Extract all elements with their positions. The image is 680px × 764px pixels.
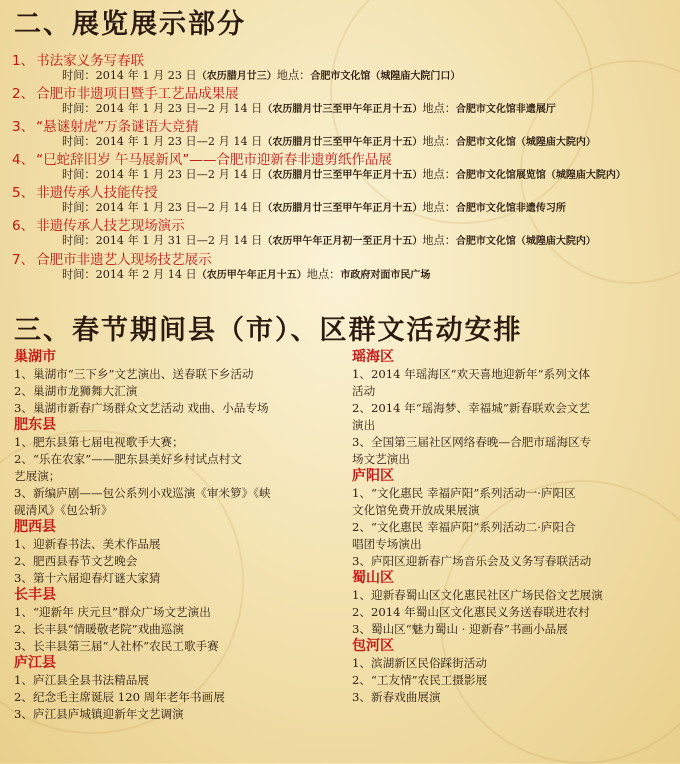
- event-location: 合肥市文化馆展览馆: [455, 170, 546, 181]
- event-location: 合肥市文化馆: [455, 236, 516, 247]
- event-number: 7、: [12, 252, 35, 268]
- event-date: 2014 年 1 月 23 日—2 月 14 日: [95, 168, 263, 181]
- event-detail: [62, 100, 556, 116]
- event-title: [12, 115, 199, 135]
- activity-item: 3、庐阳区迎新春广场音乐会及义务写春联活动: [352, 554, 592, 568]
- event-location-note: （城隍庙大院内）: [545, 170, 626, 181]
- event-location-note: （城隍庙大院内）: [515, 137, 596, 148]
- event-location: 市政府对面市民广场: [340, 270, 431, 281]
- event-title-text: 书法家义务写春联: [36, 53, 145, 69]
- activity-item: 1、“文化惠民 幸福庐阳”系列活动一·庐阳区 文化馆免费开放成果展演: [352, 486, 576, 517]
- event-number: 6、: [12, 218, 35, 234]
- event-lunar-date: （农历腊月廿三至甲午年正月十五）: [262, 137, 423, 148]
- event-time-label: 时间：: [62, 102, 96, 115]
- event-time-label: 时间：: [62, 69, 96, 82]
- event-detail: [62, 266, 430, 282]
- district-name: 长丰县: [14, 587, 56, 603]
- activity-item: 2、2014 年蜀山区文化惠民义务送春联进农村: [352, 605, 590, 619]
- activity-item: 2、“工友情”农民工摄影展: [352, 673, 488, 687]
- activity-item: 1、2014 年瑶海区“欢天喜地迎新年”系列文体 活动: [352, 367, 590, 398]
- district-name: 肥西县: [14, 519, 56, 535]
- activity-item: 1、肥东县第七届电视歌手大赛；: [14, 435, 184, 449]
- event-number: 4、: [12, 152, 35, 168]
- district-name: 肥东县: [14, 417, 56, 433]
- event-time-label: 时间：: [62, 201, 96, 214]
- event-title: [12, 214, 185, 234]
- event-detail: [62, 232, 596, 248]
- activity-item: 1、滨湖新区民俗踩街活动: [352, 656, 487, 670]
- activities-right-column: [352, 349, 670, 706]
- district-name: 庐阳区: [352, 468, 394, 484]
- event-date: 2014 年 1 月 23 日—2 月 14 日: [95, 135, 263, 148]
- activity-item: 1、庐江县全县书法精品展: [14, 673, 149, 687]
- activity-item: 3、长丰县第三届“人社杯”农民工歌手赛: [14, 639, 219, 653]
- event-time-label: 时间：: [62, 135, 96, 148]
- event-location-label: 地点：: [422, 234, 456, 247]
- section-title-exhibitions: 二、展览展示部分: [14, 9, 246, 40]
- activity-item: 1、迎新春蜀山区文化惠民社区广场民俗文艺展演: [352, 588, 603, 602]
- event-title-text: “巳蛇辞旧岁 午马展新风”——合肥市迎新春非遗剪纸作品展: [36, 152, 392, 168]
- activity-item: 2、2014 年“瑶海梦、幸福城”新春联欢会文艺 演出: [352, 401, 590, 432]
- event-lunar-date: （农历腊月廿三）: [196, 71, 277, 82]
- event-title: [12, 181, 158, 201]
- district-name: 蜀山区: [352, 570, 394, 586]
- event-detail: [62, 133, 596, 149]
- district-name: 包河区: [352, 638, 394, 654]
- district-name: 瑶海区: [352, 349, 394, 365]
- activity-item: 2、巢湖市龙狮舞大汇演: [14, 384, 138, 398]
- activity-item: 2、肥西县春节文艺晚会: [14, 554, 138, 568]
- event-date: 2014 年 1 月 23 日—2 月 14 日: [95, 201, 263, 214]
- activity-item: 1、巢湖市“三下乡”文艺演出、送春联下乡活动: [14, 367, 254, 381]
- event-date: 2014 年 1 月 31 日—2 月 14 日: [95, 234, 263, 247]
- event-number: 5、: [12, 185, 35, 201]
- event-location-note: （城隍庙大院门口）: [370, 71, 461, 82]
- event-location: 合肥市文化馆非遗传习所: [455, 203, 566, 214]
- event-lunar-date: （农历腊月廿三至甲午年正月十五）: [262, 203, 423, 214]
- event-location: 合肥市文化馆非遗展厅: [455, 104, 556, 115]
- district-name: 巢湖市: [14, 349, 56, 365]
- activity-item: 3、庐江县庐城镇迎新年文艺调演: [14, 707, 184, 721]
- event-title-text: 非遗传承人技艺现场演示: [36, 218, 185, 234]
- event-lunar-date: （农历腊月廿三至甲午年正月十五）: [262, 104, 423, 115]
- event-title: [12, 148, 392, 168]
- event-title-text: 合肥市非遗艺人现场技艺展示: [36, 252, 212, 268]
- event-detail: [62, 67, 460, 83]
- event-detail: [62, 166, 626, 182]
- event-date: 2014 年 2 月 14 日: [95, 268, 197, 281]
- event-number: 1、: [12, 53, 35, 69]
- event-location-label: 地点：: [422, 102, 456, 115]
- activity-item: 3、巢湖市新春广场群众文艺活动 戏曲、小品专场: [14, 401, 269, 415]
- activity-item: 3、新春戏曲展演: [352, 690, 441, 704]
- event-location: 合肥市文化馆: [455, 137, 516, 148]
- event-date: 2014 年 1 月 23 日: [95, 69, 197, 82]
- section-title-county-activities: 三、春节期间县（市）、区群文活动安排: [14, 315, 523, 346]
- activity-item: 2、长丰县“情暖敬老院”戏曲巡演: [14, 622, 184, 636]
- activity-item: 3、第十六届迎春灯谜大家猜: [14, 571, 161, 585]
- event-title-text: 合肥市非遗项目暨手工艺品成果展: [36, 86, 239, 102]
- event-lunar-date: （农历甲午年正月初一至正月十五）: [262, 236, 423, 247]
- event-location-note: （城隍庙大院内）: [515, 236, 596, 247]
- district-name: 庐江县: [14, 655, 56, 671]
- event-location-label: 地点：: [422, 135, 456, 148]
- activity-item: 1、“迎新年 庆元旦”群众广场文艺演出: [14, 605, 211, 619]
- activity-item: 3、全国第三届社区网络春晚—合肥市瑶海区专 场文艺演出: [352, 435, 592, 466]
- event-date: 2014 年 1 月 23 日—2 月 14 日: [95, 102, 263, 115]
- event-title: [12, 248, 212, 268]
- event-location-label: 地点：: [422, 201, 456, 214]
- event-location-label: 地点：: [306, 268, 341, 281]
- event-title: [12, 82, 239, 102]
- event-title: [12, 49, 144, 69]
- event-time-label: 时间：: [62, 168, 96, 181]
- activity-item: 1、迎新春书法、美术作品展: [14, 537, 161, 551]
- activity-item: 2、“乐在农家”——肥东县美好乡村试点村文 艺展演；: [14, 452, 242, 483]
- activity-item: 2、“文化惠民 幸福庐阳”系列活动二·庐阳合 唱团专场演出: [352, 520, 576, 551]
- event-time-label: 时间：: [62, 234, 96, 247]
- event-lunar-date: （农历腊月廿三至甲午年正月十五）: [262, 170, 423, 181]
- activity-item: 2、纪念毛主席诞辰 120 周年老年书画展: [14, 690, 225, 704]
- event-time-label: 时间：: [62, 268, 96, 281]
- event-lunar-date: （农历甲午年正月十五）: [196, 270, 307, 281]
- activity-item: 3、新编庐剧——包公系列小戏巡演《审米箩》《峡 砚清风》《包公斩》: [14, 486, 271, 517]
- event-number: 3、: [12, 119, 35, 135]
- activities-left-column: [14, 349, 350, 723]
- event-location-label: 地点：: [276, 69, 311, 82]
- event-title-text: “悬谜射虎”万条谜语大竞猜: [36, 119, 199, 135]
- event-location: 合肥市文化馆: [310, 71, 371, 82]
- event-title-text: 非遗传承人技能传授: [36, 185, 158, 201]
- event-number: 2、: [12, 86, 35, 102]
- event-location-label: 地点：: [422, 168, 456, 181]
- event-detail: [62, 199, 566, 215]
- activity-item: 3、蜀山区“魅力蜀山 · 迎新春”书画小品展: [352, 622, 568, 636]
